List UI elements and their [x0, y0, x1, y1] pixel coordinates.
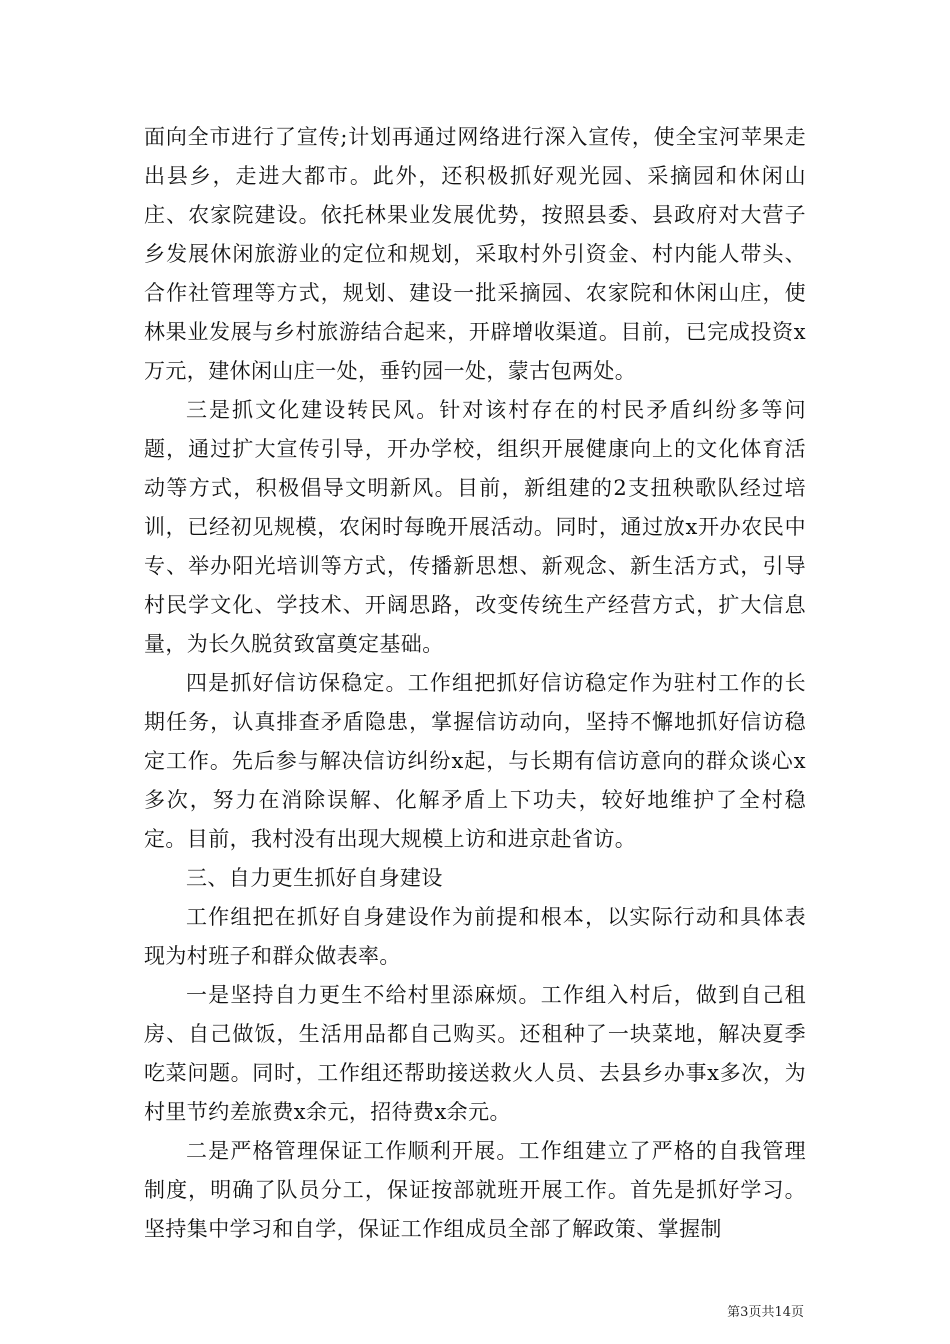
- paragraph-4: 工作组把在抓好自身建设作为前提和根本，以实际行动和具体表现为村班子和群众做表率。: [144, 905, 806, 968]
- paragraph-3: 四是抓好信访保稳定。工作组把抓好信访稳定作为驻村工作的长期任务，认真排查矛盾隐患，掌握信访动向，坚持不懈地抓好信访稳定工作。先后参与解决信访纠纷x起，与长期有信访意向的群众谈心x多次，努力在消除误解、化解矛盾上下功夫，较好地维护了全村稳定。目前，我村没有出现大规模上访和进京赴省访。: [144, 671, 806, 851]
- document-body: [144, 118, 806, 1249]
- paragraph-5: 一是坚持自力更生不给村里添麻烦。工作组入村后，做到自己租房、自己做饭，生活用品都自己购买。还租种了一块菜地，解决夏季吃菜问题。同时，工作组还帮助接送救火人员、去县乡办事x多次，为村里节约差旅费x余元，招待费x余元。: [144, 983, 806, 1124]
- section-heading: 三、自力更生抓好自身建设: [186, 866, 443, 890]
- paragraph-6: 二是严格管理保证工作顺利开展。工作组建立了严格的自我管理制度，明确了队员分工，保证按部就班开展工作。首先是抓好学习。坚持集中学习和自学，保证工作组成员全部了解政策、掌握制: [144, 1139, 806, 1241]
- paragraph-2: 三是抓文化建设转民风。针对该村存在的村民矛盾纠纷多等问题，通过扩大宣传引导，开办学校，组织开展健康向上的文化体育活动等方式，积极倡导文明新风。目前，新组建的2支扭秧歌队经过培训，已经初见规模，农闲时每晚开展活动。同时，通过放x开办农民中专、举办阳光培训等方式，传播新思想、新观念、新生活方式，引导村民学文化、学技术、开阔思路，改变传统生产经营方式，扩大信息量，为长久脱贫致富奠定基础。: [144, 398, 806, 656]
- paragraph-1: 面向全市进行了宣传;计划再通过网络进行深入宣传，使全宝河苹果走出县乡，走进大都市。此外，还积极抓好观光园、采摘园和休闲山庄、农家院建设。依托林果业发展优势，按照县委、县政府对大营子乡发展休闲旅游业的定位和规划，采取村外引资金、村内能人带头、合作社管理等方式，规划、建设一批采摘园、农家院和休闲山庄，使林果业发展与乡村旅游结合起来，开辟增收渠道。目前，已完成投资x万元，建休闲山庄一处，垂钓园一处，蒙古包两处。: [144, 125, 806, 383]
- page-number-footer: 第3页共14页: [727, 1305, 804, 1320]
